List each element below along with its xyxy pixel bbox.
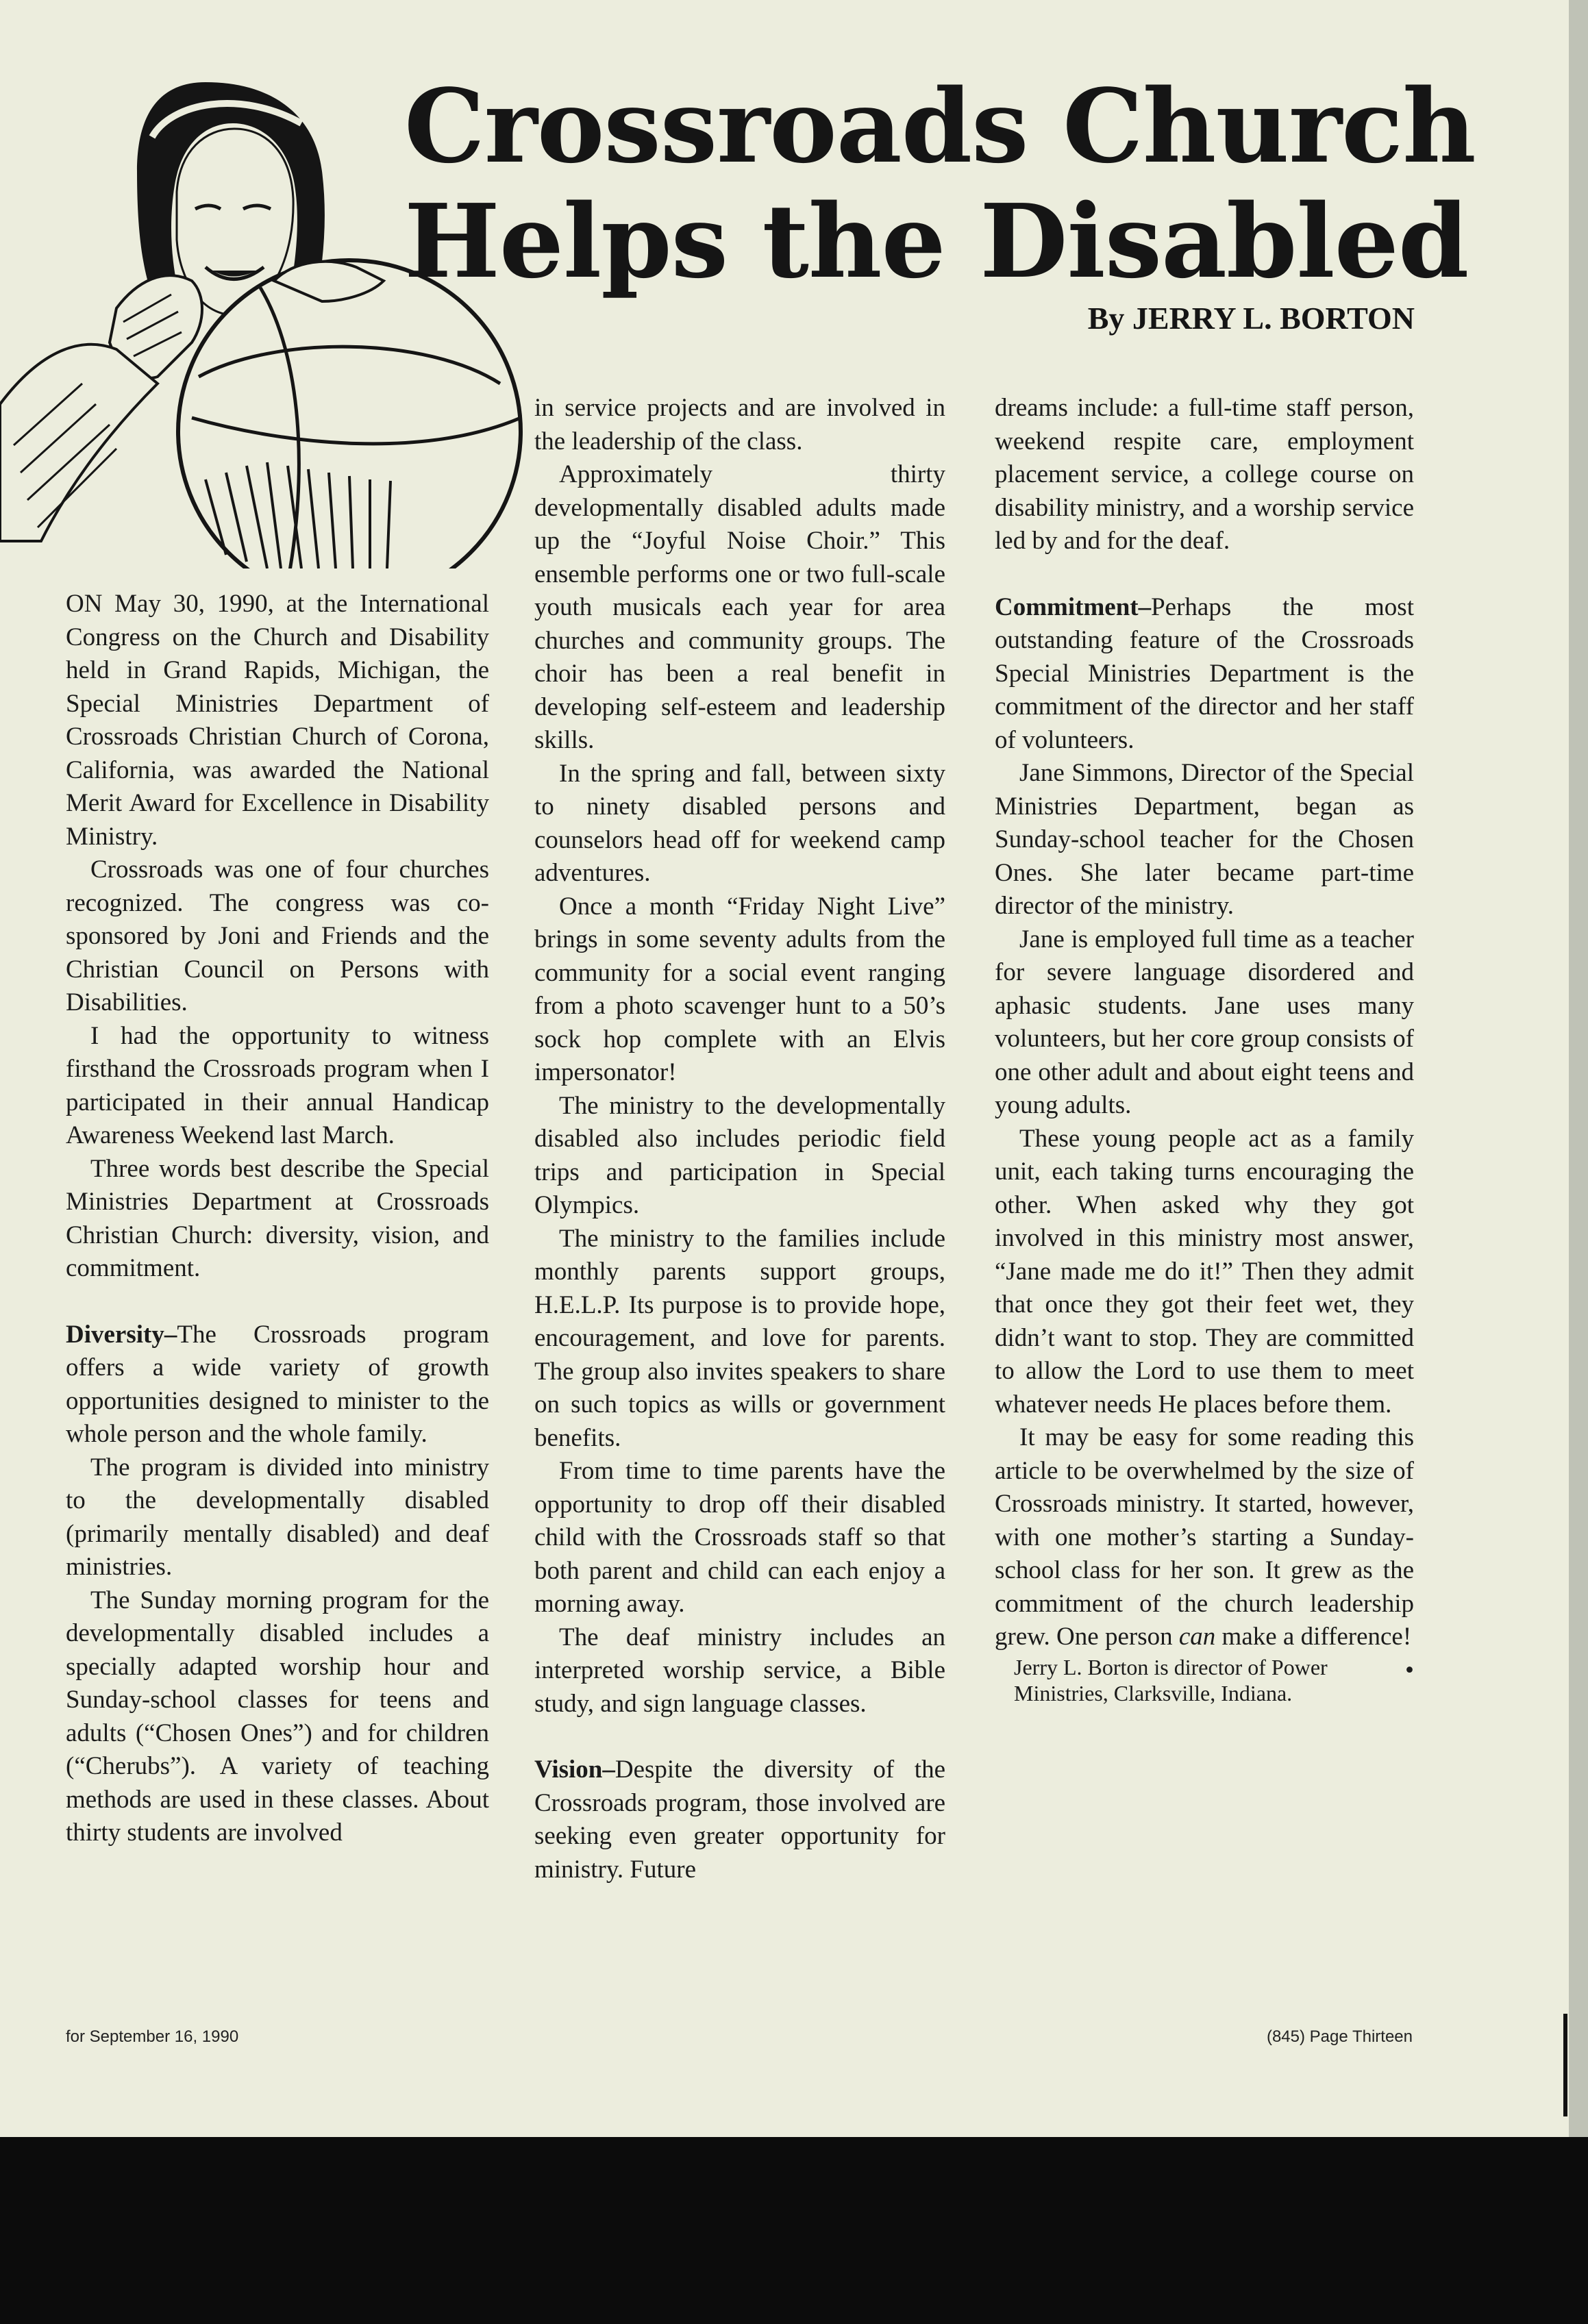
- paragraph: Jane Simmons, Director of the Special Ministries Department, began as Sunday-school teacher for the Chosen Ones. She later became part-time director of the ministry.: [995, 759, 1414, 920]
- diversity-paragraph: [66, 1319, 489, 1451]
- author-bio: Jerry L. Borton is director of Power Ministries, Clarksville, Indiana.: [1014, 1654, 1328, 1705]
- paragraph-text: Despite the diversity of the Crossroads program, those involved are seeking even greater opportunity for ministry. Future: [534, 1756, 945, 1884]
- byline: By JERRY L. BORTON: [1087, 301, 1415, 336]
- commitment-paragraph: [995, 591, 1414, 758]
- paragraph: Three words best describe the Special Ministries Department at Crossroads Christian Church: diversity, vision, and commitment.: [66, 1154, 489, 1282]
- paragraph: The program is divided into ministry to the developmentally disabled (primarily mentally disabled) and deaf ministries.: [66, 1453, 489, 1581]
- paragraph: The deaf ministry includes an interpreted worship service, a Bible study, and sign language classes.: [534, 1623, 945, 1718]
- paragraph: From time to time parents have the opportunity to drop off their disabled child with the Crossroads staff so that both parent and child can each enjoy a morning away.: [534, 1457, 945, 1618]
- closing-text-emphasis: can: [1178, 1623, 1216, 1651]
- paragraph: The Sunday morning program for the developmentally disabled includes a specially adapted worship hour and Sunday-school classes for teens and adults (“Chosen Ones”) and for children (“Cherubs”). A variety of teaching methods are used in these classes. About thirty students are involved: [66, 1586, 489, 1847]
- section-heading-commitment: Commitment–: [995, 592, 1152, 621]
- footer-page-number: (845) Page Thirteen: [1266, 2027, 1413, 2046]
- closing-text-start: It may be easy for some reading this article to be overwhelmed by the size of Crossroads ministry. It started, however, with one mother’s starting a Sunday-school class for her son. It grew as the commitment of the church leadership grew. One person: [995, 1423, 1414, 1651]
- paragraph-text: The Crossroads program offers a wide variety of growth opportunities designed to minister to the whole person and the whole family.: [66, 1320, 489, 1448]
- end-mark: •: [1405, 1655, 1414, 1684]
- paragraph: ON May 30, 1990, at the International Congress on the Church and Disability held in Grand Rapids, Michigan, the Special Ministries Department of Crossroads Christian Church of Corona, California, was awarded the National Merit Award for Excellence in Disability Ministry.: [66, 590, 489, 851]
- paragraph: Jane is employed full time as a teacher for severe language disordered and aphasic students. Jane uses many volunteers, but her core group consists of one other adult and about eight teens and young adults.: [995, 925, 1414, 1119]
- page-edge: [1569, 0, 1588, 2137]
- column-2: [534, 392, 945, 1886]
- paragraph: In the spring and fall, between sixty to ninety disabled persons and counselors head off for weekend camp adventures.: [534, 759, 945, 887]
- column-1: [66, 588, 489, 1850]
- footer-date: for September 16, 1990: [66, 2027, 239, 2046]
- paragraph: dreams include: a full-time staff person, weekend respite care, employment placement service, a college course on disability ministry, and a worship service led by and for the deaf.: [995, 394, 1414, 555]
- column-3: [995, 392, 1414, 1706]
- title-line-2: Helps the Disabled: [404, 182, 1469, 301]
- paragraph: The ministry to the developmentally disabled also includes periodic field trips and participation in Special Olympics.: [534, 1091, 945, 1219]
- vision-paragraph: [534, 1753, 945, 1886]
- paragraph-text: Perhaps the most outstanding feature of the Crossroads Special Ministries Department is the commitment of the director and her staff of volunteers.: [995, 592, 1414, 754]
- paragraph: Crossroads was one of four churches recognized. The congress was co-sponsored by Joni and Friends and the Christian Council on Persons with Disabilities.: [66, 855, 489, 1016]
- paragraph: in service projects and are involved in the leadership of the class.: [534, 394, 945, 455]
- closing-text-end: make a difference!: [1215, 1623, 1412, 1651]
- paragraph: The ministry to the families include monthly parents support groups, H.E.L.P. Its purpose is to provide hope, encouragement, and love for parents. The group also invites speakers to share on such topics as wills or government benefits.: [534, 1224, 945, 1452]
- article-title: [404, 66, 1476, 301]
- paragraph: Approximately thirty developmentally disabled adults made up the “Joyful Noise Choir.” This ensemble performs one or two full-scale youth musicals each year for area churches and community groups. The choir has been a real benefit in developing self-esteem and leadership skills.: [534, 460, 945, 754]
- paragraph: I had the opportunity to witness firsthand the Crossroads program when I participated in their annual Handicap Awareness Weekend last March.: [66, 1021, 489, 1149]
- section-heading-diversity: Diversity–: [66, 1320, 177, 1349]
- paragraph: Once a month “Friday Night Live” brings in some seventy adults from the community for a social event ranging from a photo scavenger hunt to a 50’s sock hop complete with an Elvis impersonator!: [534, 892, 945, 1086]
- title-line-1: Crossroads Church: [404, 66, 1476, 186]
- section-heading-vision: Vision–: [534, 1756, 615, 1784]
- binding-mark: [1563, 2014, 1567, 2116]
- paragraph: These young people act as a family unit, each taking turns encouraging the other. When asked why they got involved in this ministry most answer, “Jane made me do it!” Then they admit that once they got their feet wet, they didn’t want to stop. They are committed to allow the Lord to use them to meet whatever needs He places before them.: [995, 1124, 1414, 1419]
